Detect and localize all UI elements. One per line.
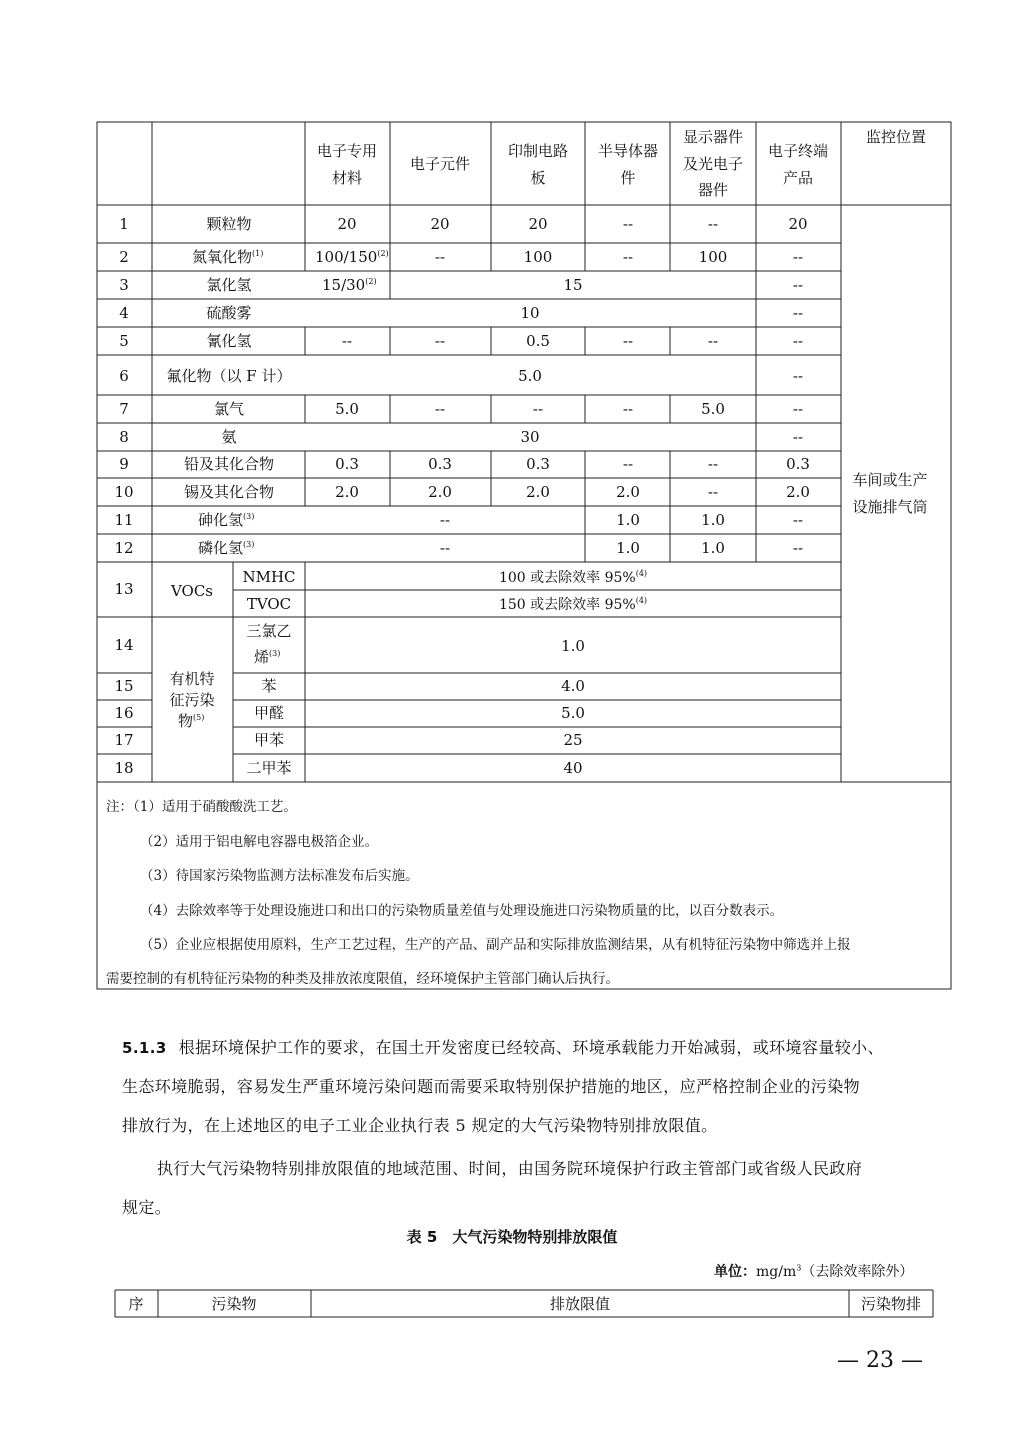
header-col6-line2: 产品: [782, 169, 814, 187]
cell: 100: [698, 248, 728, 266]
cell: --: [622, 215, 634, 233]
header-col1-line2: 材料: [331, 169, 363, 187]
row-no: 7: [119, 400, 129, 418]
row-no: 2: [119, 248, 129, 266]
organic-sub: 甲苯: [253, 731, 285, 749]
cell: --: [707, 332, 719, 350]
cell: --: [622, 332, 634, 350]
cell: 20: [788, 215, 808, 233]
cell: 1.0: [701, 539, 725, 557]
row-name: 铅及其化合物: [183, 455, 275, 473]
row-no: 1: [119, 215, 129, 233]
cell: --: [434, 400, 446, 418]
row-no: 6: [119, 367, 129, 385]
cell: 1.0: [616, 511, 640, 529]
row-no: 17: [114, 731, 134, 749]
vocs-label: VOCs: [170, 582, 214, 600]
row-no: 3: [119, 276, 129, 294]
section-number: 5.1.3: [122, 1039, 167, 1057]
cell: --: [792, 332, 804, 350]
row-name: 氰化氢: [206, 332, 252, 350]
table-note-4: （4）去除效率等于处理设施进口和出口的污染物质量差值与处理设施进口污染物质量的比，以百分数表示。: [140, 903, 784, 919]
header-col5-line1: 显示器件: [682, 128, 744, 146]
section-paragraph-2-line1: 执行大气污染物特别排放限值的地域范围、时间，由国务院环境保护行政主管部门或省级人民政府: [157, 1159, 863, 1178]
merged-cell: 30: [520, 428, 540, 446]
section-paragraph-1-line2: 生态环境脆弱，容易发生严重环境污染问题而需要采取特别保护措施的地区，应严格控制企业的污染物: [122, 1077, 861, 1096]
organic-sub: 甲醛: [253, 704, 285, 722]
merged-cell: --: [439, 539, 451, 557]
cell: 20: [337, 215, 357, 233]
row-no: 8: [119, 428, 129, 446]
cell: --: [341, 332, 353, 350]
row-name: 砷化氢$^{(3)}$: [198, 511, 255, 529]
section-paragraph-1-line3: 排放行为，在上述地区的电子工业企业执行表 5 规定的大气污染物特别排放限值。: [122, 1116, 718, 1135]
row-no: 4: [119, 304, 129, 322]
row-no: 10: [114, 483, 134, 501]
cell: --: [792, 428, 804, 446]
vocs-value: 100 或去除效率 95%$^{(4)}$: [498, 569, 648, 586]
cell: --: [622, 400, 634, 418]
cell: 0.3: [428, 455, 452, 473]
monitor-value-line2: 设施排气筒: [852, 498, 928, 516]
header-col3-line1: 印制电路: [507, 142, 569, 160]
organic-sub: 苯: [261, 677, 277, 695]
cell: 5.0: [335, 400, 359, 418]
row-no: 12: [114, 539, 134, 557]
row-name: 颗粒物: [206, 215, 252, 233]
organic-value: 4.0: [561, 677, 585, 695]
header-col2: 电子元件: [409, 155, 471, 173]
cell: --: [622, 455, 634, 473]
cell: --: [707, 483, 719, 501]
header-col1-line1: 电子专用: [316, 142, 378, 160]
cell: 20: [430, 215, 450, 233]
organic-value: 5.0: [561, 704, 585, 722]
header-col5-line2: 及光电子: [682, 155, 744, 173]
table5-header-no: 序: [128, 1295, 144, 1313]
table-note-1: 注：（1）适用于硝酸酸洗工艺。: [106, 799, 297, 815]
cell: --: [792, 276, 804, 294]
cell: --: [792, 400, 804, 418]
cell: 0.3: [786, 455, 810, 473]
cell: --: [532, 400, 544, 418]
cell: --: [707, 455, 719, 473]
row-no: 18: [114, 759, 134, 777]
table5-header: [0, 1285, 1024, 1325]
organic-label-line1: 有机特: [169, 670, 215, 688]
merged-cell: 15: [563, 276, 583, 294]
cell: --: [434, 332, 446, 350]
organic-value: 25: [563, 731, 583, 749]
table5-header-monitor: 污染物排: [860, 1295, 922, 1313]
row-name: 锡及其化合物: [183, 483, 275, 501]
cell: 2.0: [335, 483, 359, 501]
header-col4-line2: 件: [620, 169, 636, 187]
organic-label-line2: 征污染: [169, 691, 215, 709]
row-no: 16: [114, 704, 134, 722]
cell: --: [792, 539, 804, 557]
cell: 0.3: [526, 455, 550, 473]
cell: 2.0: [526, 483, 550, 501]
cell: 2.0: [428, 483, 452, 501]
row-name: 氟化物（以 F 计）: [166, 367, 292, 385]
row-name: 磷化氢$^{(3)}$: [198, 539, 255, 557]
section-paragraph-1-line1: 5.1.3 根据环境保护工作的要求，在国土开发密度已经较高、环境承载能力开始减弱，或环境容量较小、: [122, 1038, 884, 1057]
cell: 1.0: [701, 511, 725, 529]
vocs-sub: NMHC: [242, 568, 296, 586]
cell: --: [792, 248, 804, 266]
row-name: 氯化氢: [206, 276, 252, 294]
row-name: 硫酸雾: [206, 304, 252, 322]
row-no: 15: [114, 677, 134, 695]
header-col6-line1: 电子终端: [767, 142, 829, 160]
cell: --: [792, 367, 804, 385]
row-no: 13: [114, 580, 134, 598]
cell: --: [622, 248, 634, 266]
cell: 2.0: [616, 483, 640, 501]
row-no: 11: [114, 511, 134, 529]
page-number: — 23 —: [837, 1348, 923, 1373]
cell: 5.0: [701, 400, 725, 418]
organic-value: 40: [563, 759, 583, 777]
header-monitor: 监控位置: [865, 128, 927, 146]
cell: 15/30$^{(2)}$: [322, 276, 377, 294]
merged-cell: 10: [520, 304, 540, 322]
section-paragraph-2-line2: 规定。: [122, 1198, 172, 1217]
cell: 0.5: [526, 332, 550, 350]
row-no: 9: [119, 455, 129, 473]
cell: --: [792, 304, 804, 322]
table5-header-pollutant: 污染物: [211, 1295, 257, 1313]
merged-cell: --: [439, 511, 451, 529]
cell: 20: [528, 215, 548, 233]
row-name: 氮氧化物$^{(1)}$: [192, 248, 264, 266]
cell: --: [707, 215, 719, 233]
row-name: 氨: [221, 428, 237, 446]
organic-sub: 二甲苯: [246, 759, 292, 777]
organic-value: 1.0: [561, 637, 585, 655]
table-note-3: （3）待国家污染物监测方法标准发布后实施。: [140, 868, 419, 884]
vocs-value: 150 或去除效率 95%$^{(4)}$: [498, 596, 648, 613]
cell: 2.0: [786, 483, 810, 501]
cell: 100: [523, 248, 553, 266]
table5-title: 表 5 大气污染物特别排放限值: [406, 1228, 618, 1246]
table-note-5: （5）企业应根据使用原料，生产工艺过程，生产的产品、副产品和实际排放监测结果，从有机特征污染物中筛选并上报: [140, 937, 851, 953]
cell: 0.3: [335, 455, 359, 473]
header-col3-line2: 板: [530, 169, 546, 187]
vocs-sub: TVOC: [246, 595, 292, 613]
merged-cell: 5.0: [518, 367, 542, 385]
monitor-value-line1: 车间或生产: [852, 471, 928, 489]
table5-header-limit: 排放限值: [549, 1295, 611, 1313]
organic-label-line3: 物$^{(5)}$: [178, 712, 205, 730]
header-col5-line3: 器件: [697, 181, 729, 199]
table-note-6: 需要控制的有机特征污染物的种类及排放浓度限值，经环境保护主管部门确认后执行。: [106, 971, 619, 987]
row-name: 氯气: [213, 400, 245, 418]
table-note-2: （2）适用于铝电解电容器电极箔企业。: [140, 834, 379, 850]
cell: --: [434, 248, 446, 266]
organic-sub-line2: 烯$^{(3)}$: [254, 648, 281, 666]
cell: --: [792, 511, 804, 529]
cell: 100/150$^{(2)}$: [315, 248, 389, 266]
cell: 1.0: [616, 539, 640, 557]
row-no: 14: [114, 636, 134, 654]
organic-sub-line1: 三氯乙: [246, 622, 292, 640]
table5-unit: 单位：$mg/m^3$（去除效率除外）: [714, 1263, 914, 1280]
row-no: 5: [119, 332, 129, 350]
header-col4-line1: 半导体器: [597, 142, 659, 160]
